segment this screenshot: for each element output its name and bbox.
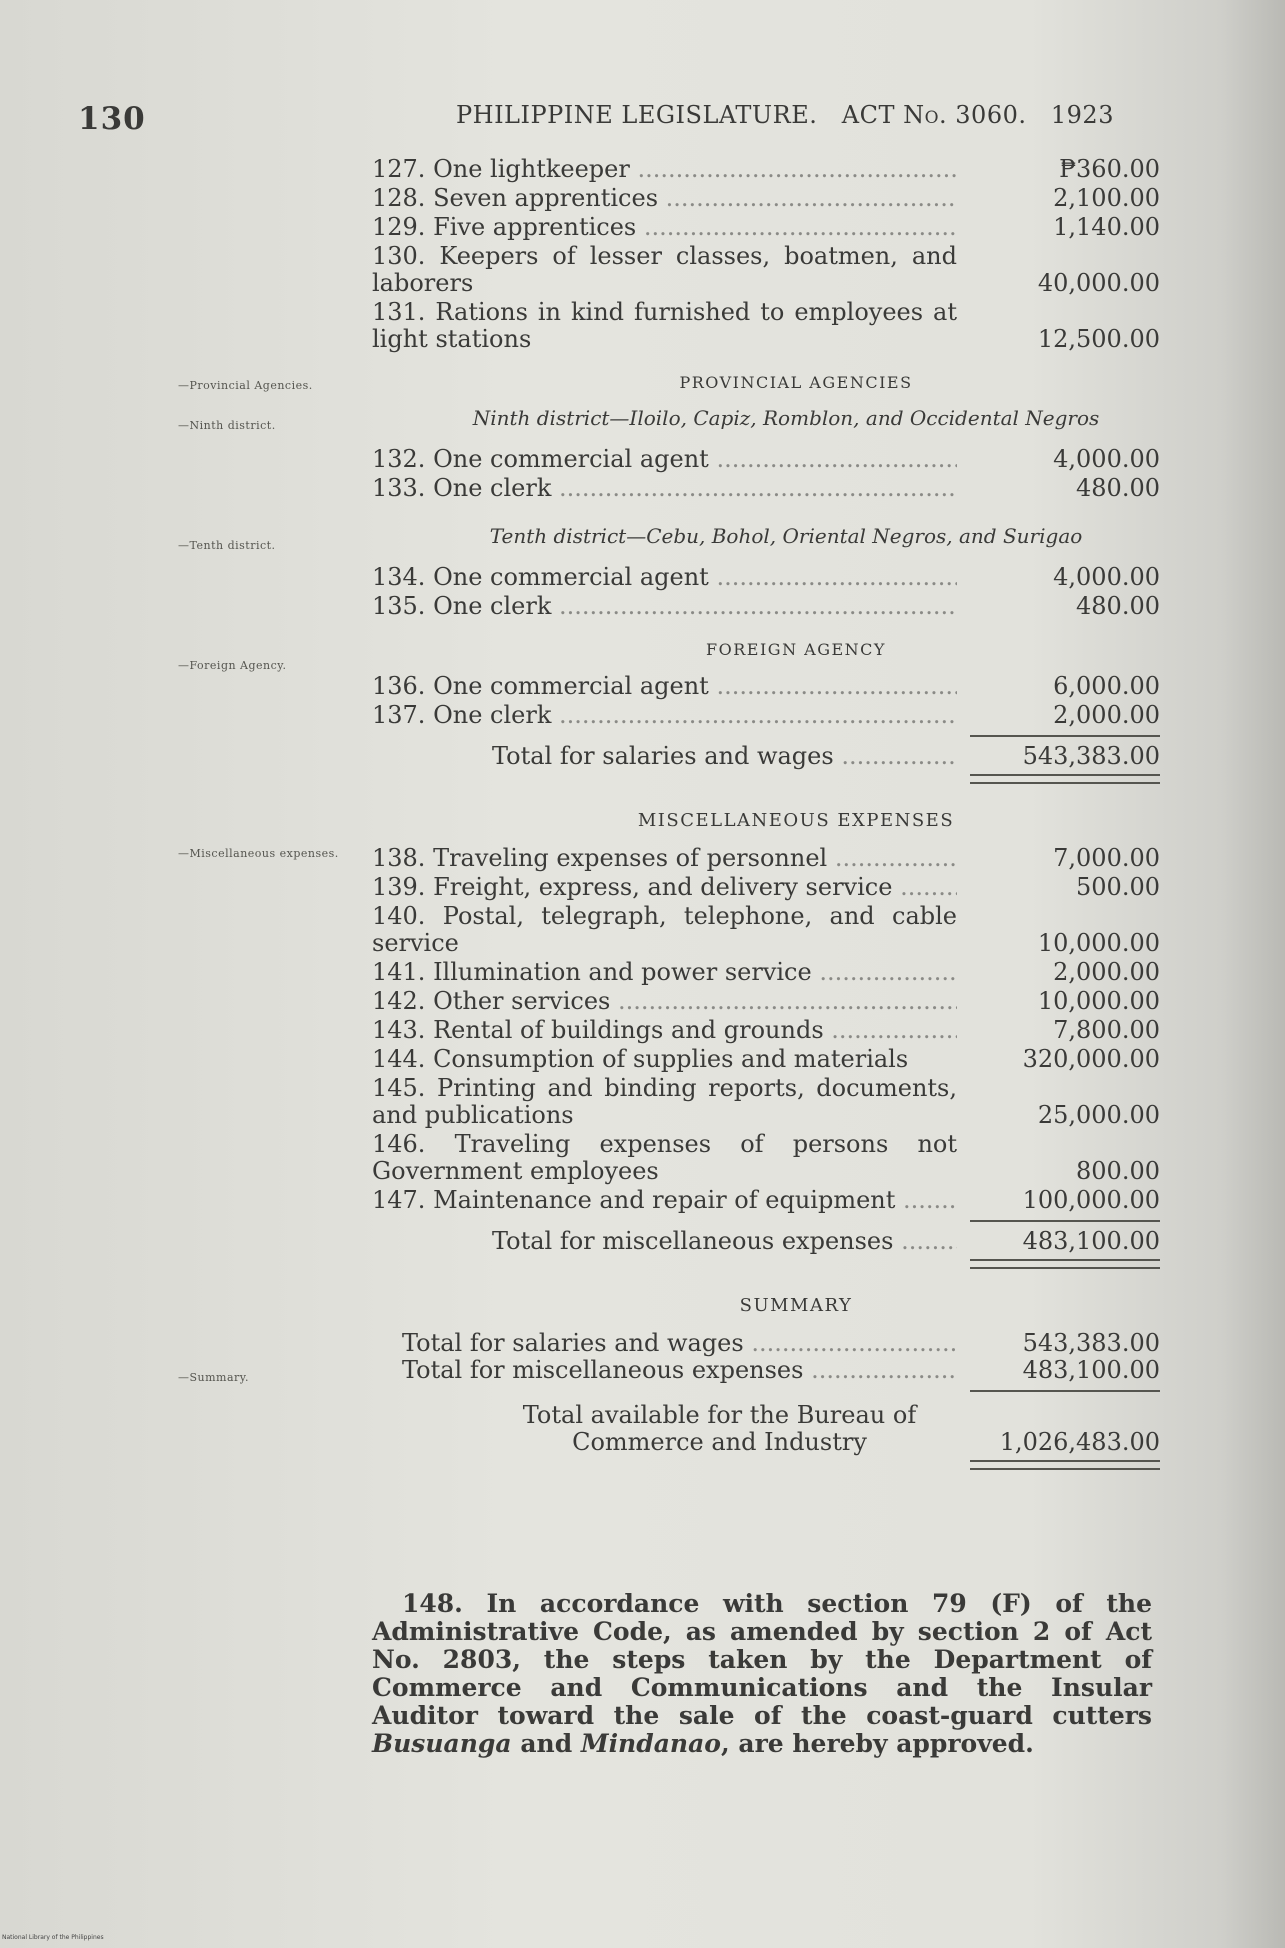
list-item	[372, 299, 1160, 353]
list-item	[372, 156, 1160, 183]
item-amount: 100,000.00	[1022, 1186, 1160, 1214]
ship-name-busuanga: Busuanga	[372, 1729, 512, 1758]
total-amount: 483,100.00	[1022, 1227, 1160, 1255]
list-item	[372, 959, 1160, 986]
item-text: 141. Illumination and power service .....	[372, 959, 957, 986]
section-heading-foreign: FOREIGN AGENCY	[706, 640, 886, 659]
paragraph-ending: , are hereby approved.	[720, 1729, 1034, 1758]
double-rule	[970, 1259, 1160, 1269]
paragraph-conjunction: and	[511, 1729, 581, 1758]
sum-rule	[970, 1220, 1160, 1222]
page-number: 130	[78, 101, 146, 137]
subheading-ninth-district: Ninth district—Iloilo, Capiz, Romblon, and Occidental Negros	[472, 406, 1100, 430]
list-item	[372, 1017, 1160, 1044]
item-amount: 480.00	[1076, 592, 1160, 620]
list-item	[372, 564, 1160, 591]
list-item	[372, 1357, 1160, 1384]
total-row-salaries	[372, 743, 1160, 770]
item-text: 133. One clerk .....	[372, 475, 957, 502]
double-rule	[970, 1460, 1160, 1470]
list-item	[372, 185, 1160, 212]
list-item	[372, 446, 1160, 473]
total-row-grand	[372, 1402, 1160, 1456]
list-item	[372, 1330, 1160, 1357]
item-text: 142. Other services .....	[372, 988, 957, 1015]
item-amount: 500.00	[1076, 873, 1160, 901]
item-text: 128. Seven apprentices .....	[372, 185, 957, 212]
item-text: 129. Five apprentices .....	[372, 214, 957, 241]
total-label: Total available for the Bureau of Commerce and Industry	[522, 1402, 917, 1456]
double-rule	[970, 774, 1160, 784]
list-item	[372, 214, 1160, 241]
item-text: 144. Consumption of supplies and materials	[372, 1045, 909, 1073]
list-item	[372, 988, 1160, 1015]
section-heading-summary: SUMMARY	[739, 1295, 853, 1316]
item-amount: ₱360.00	[1059, 155, 1160, 183]
total-amount: 543,383.00	[1022, 742, 1160, 770]
item-text: 127. One lightkeeper .....	[372, 156, 957, 183]
item-text: 137. One clerk .....	[372, 702, 957, 729]
sum-rule	[970, 1390, 1160, 1392]
item-text: 139. Freight, express, and delivery service .....	[372, 874, 957, 901]
list-item	[372, 903, 1160, 957]
item-amount: 7,800.00	[1053, 1016, 1160, 1044]
list-item	[372, 845, 1160, 872]
total-label: Total for miscellaneous expenses .....	[372, 1228, 957, 1255]
list-item	[372, 1075, 1160, 1129]
paragraph-text: 148. In accordance with section 79 (F) of the Administrative Code, as amended by section 2 of Act No. 2803, the steps taken by the Department of Commerce and Communications and the Insular Auditor toward the sale of the coast-guard cutters	[372, 1589, 1152, 1730]
margin-note-foreign: —Foreign Agency.	[178, 659, 287, 672]
item-amount: 800.00	[1076, 1157, 1160, 1185]
margin-note-ninth: —Ninth district.	[178, 419, 276, 432]
section-148-paragraph	[372, 1590, 1152, 1758]
sum-rule	[970, 735, 1160, 737]
item-text: 145. Printing and binding reports, documents, and publications	[372, 1074, 957, 1129]
list-item	[372, 874, 1160, 901]
item-text: Total for miscellaneous expenses .....	[372, 1357, 957, 1384]
list-item	[372, 702, 1160, 729]
item-amount: 4,000.00	[1053, 445, 1160, 473]
item-amount: 10,000.00	[1037, 929, 1160, 957]
item-text: 132. One commercial agent .....	[372, 446, 957, 473]
running-head	[456, 101, 1114, 129]
item-text: 140. Postal, telegraph, telephone, and cable service	[372, 902, 957, 957]
section-heading-misc: MISCELLANEOUS EXPENSES	[637, 810, 955, 831]
item-text: 131. Rations in kind furnished to employees at light stations	[372, 298, 957, 353]
list-item	[372, 1046, 1160, 1073]
total-label: Total for salaries and wages .....	[372, 743, 957, 770]
item-text: 135. One clerk .....	[372, 593, 957, 620]
item-amount: 2,000.00	[1053, 958, 1160, 986]
item-amount: 12,500.00	[1037, 325, 1160, 353]
appropriation-list	[372, 156, 1160, 1470]
footer-credit: National Library of the Philippines	[2, 1934, 104, 1941]
margin-note-summary: —Summary.	[178, 1371, 250, 1384]
item-amount: 543,383.00	[1022, 1329, 1160, 1357]
total-amount: 1,026,483.00	[999, 1428, 1160, 1456]
item-amount: 7,000.00	[1053, 844, 1160, 872]
item-amount: 480.00	[1076, 474, 1160, 502]
item-text: Total for salaries and wages .....	[372, 1330, 957, 1357]
item-text: 130. Keepers of lesser classes, boatmen, and laborers	[372, 242, 957, 297]
item-amount: 25,000.00	[1037, 1101, 1160, 1129]
list-item	[372, 475, 1160, 502]
item-text: 138. Traveling expenses of personnel .....	[372, 845, 957, 872]
list-item	[372, 593, 1160, 620]
list-item	[372, 673, 1160, 700]
item-amount: 6,000.00	[1053, 672, 1160, 700]
list-item	[372, 1131, 1160, 1185]
item-amount: 1,140.00	[1053, 213, 1160, 241]
margin-note-provincial: —Provincial Agencies.	[178, 379, 313, 392]
item-amount: 2,100.00	[1053, 184, 1160, 212]
item-text: 136. One commercial agent .....	[372, 673, 957, 700]
ship-name-mindanao: Mindanao	[580, 1729, 721, 1758]
section-heading-provincial: PROVINCIAL AGENCIES	[679, 373, 913, 392]
subheading-tenth-district: Tenth district—Cebu, Bohol, Oriental Negros, and Surigao	[489, 524, 1083, 548]
running-head-act: ACT No. 3060.	[841, 101, 1027, 129]
item-amount: 40,000.00	[1037, 269, 1160, 297]
item-amount: 2,000.00	[1053, 701, 1160, 729]
margin-note-misc: —Miscellaneous expenses.	[178, 847, 339, 860]
list-item	[372, 243, 1160, 297]
margin-note-tenth: —Tenth district.	[178, 539, 276, 552]
item-text: 146. Traveling expenses of persons not Government employees	[372, 1130, 957, 1185]
item-amount: 320,000.00	[1022, 1045, 1160, 1073]
total-row-misc	[372, 1228, 1160, 1255]
running-head-year: 1923	[1050, 101, 1114, 129]
running-head-title: PHILIPPINE LEGISLATURE.	[456, 101, 818, 129]
item-text: 134. One commercial agent .....	[372, 564, 957, 591]
list-item	[372, 1187, 1160, 1214]
item-text: 147. Maintenance and repair of equipment .....	[372, 1187, 957, 1214]
item-text: 143. Rental of buildings and grounds .....	[372, 1017, 957, 1044]
item-amount: 483,100.00	[1022, 1356, 1160, 1384]
item-amount: 4,000.00	[1053, 563, 1160, 591]
item-amount: 10,000.00	[1037, 987, 1160, 1015]
